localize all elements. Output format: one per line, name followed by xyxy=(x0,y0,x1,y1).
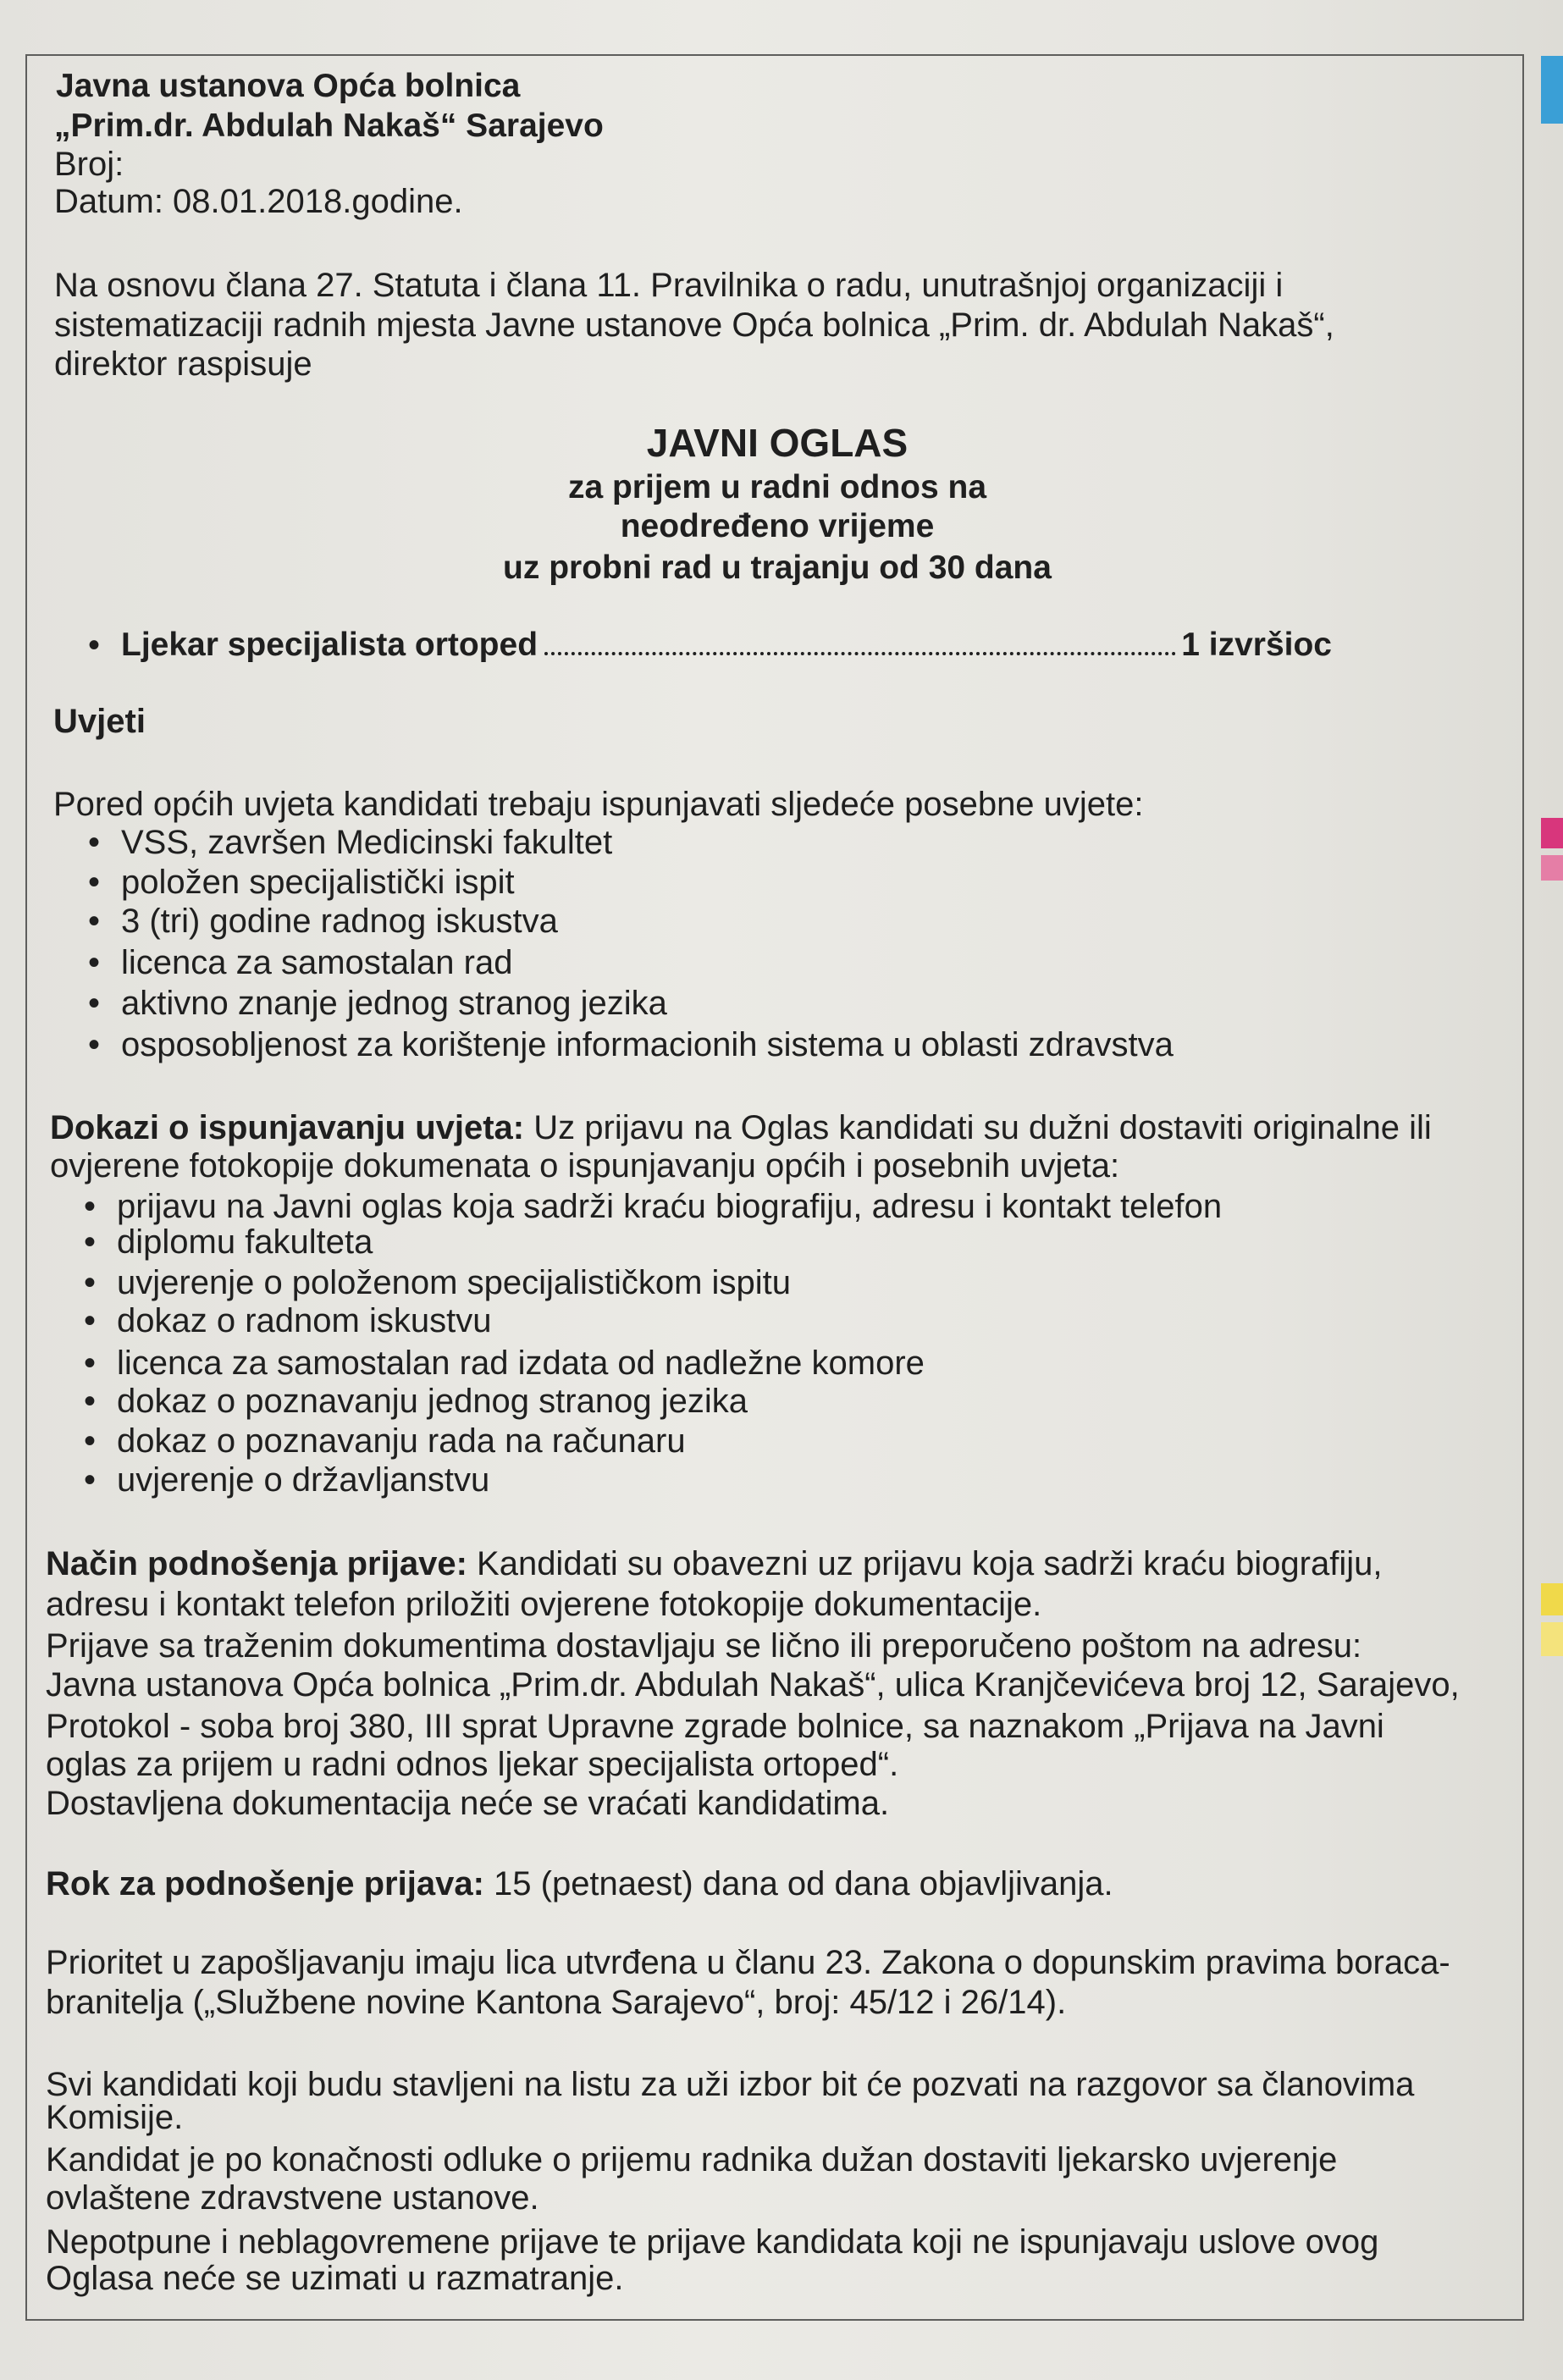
intro-line: direktor raspisuje xyxy=(54,345,312,383)
notes-text: Svi kandidati koji budu stavljeni na listu za uži izbor bit će pozvati na razgovor sa članovima xyxy=(46,2066,1415,2103)
condition-item: • VSS, završen Medicinski fakultet xyxy=(121,822,612,863)
submission-paragraph-line xyxy=(46,1543,1383,1584)
conditions-intro: Pored općih uvjeta kandidati trebaju ispunjavati sljedeće posebne uvjete: xyxy=(53,786,1144,823)
condition-item: • 3 (tri) godine radnog iskustva xyxy=(121,901,558,942)
submission-text: oglas za prijem u radni odnos ljekar specijalista ortoped“. xyxy=(46,1746,899,1783)
institution-name: Javna ustanova Opća bolnica xyxy=(56,68,521,104)
condition-item: • licenca za samostalan rad xyxy=(121,942,512,983)
submission-address: Javna ustanova Opća bolnica „Prim.dr. Abdulah Nakaš“, ulica Kranjčevićeva broj 12, Sarajevo, xyxy=(46,1666,1460,1704)
evidence-text: Uz prijavu na Oglas kandidati su dužni dostaviti originalne ili xyxy=(533,1109,1432,1146)
evidence-item: • diplomu fakulteta xyxy=(117,1222,373,1262)
evidence-text: ovjerene fotokopije dokumenata o ispunjavanju općih i posebnih uvjeta: xyxy=(50,1147,1120,1184)
institution-name-line2: „Prim.dr. Abdulah Nakaš“ Sarajevo xyxy=(54,108,604,144)
position-count: 1 izvršioc xyxy=(1181,627,1332,663)
evidence-item: • uvjerenje o državljanstvu xyxy=(117,1460,489,1500)
submission-text: Dostavljena dokumentacija neće se vraćati kandidatima. xyxy=(46,1785,890,1822)
evidence-item: • licenca za samostalan rad izdata od nadležne komore xyxy=(117,1343,925,1383)
notes-text: Oglasa neće se uzimati u razmatranje. xyxy=(46,2260,624,2297)
priority-text: Prioritet u zapošljavanju imaju lica utvrđena u članu 23. Zakona o dopunskim pravima boraca- xyxy=(46,1944,1450,1981)
position-name: • Ljekar specijalista ortoped xyxy=(121,627,538,663)
condition-item: • aktivno znanje jednog stranog jezika xyxy=(121,983,667,1024)
notes-text: Kandidat je po konačnosti odluke o prijemu radnika dužan dostaviti ljekarsko uvjerenje xyxy=(46,2141,1338,2178)
conditions-heading: Uvjeti xyxy=(53,703,146,740)
deadline-label: Rok za podnošenje prijava: xyxy=(46,1865,484,1902)
priority-text: branitelja („Službene novine Kantona Sarajevo“, broj: 45/12 i 26/14). xyxy=(46,1984,1067,2021)
document-number-label: Broj: xyxy=(54,146,124,183)
edge-color-mark xyxy=(1541,855,1563,881)
submission-text: adresu i kontakt telefon priložiti ovjerene fotokopije dokumentacije. xyxy=(46,1586,1042,1623)
evidence-label: Dokazi o ispunjavanju uvjeta: xyxy=(50,1109,525,1146)
edge-color-mark xyxy=(1541,1583,1563,1615)
submission-label: Način podnošenja prijave: xyxy=(46,1545,467,1582)
evidence-item: • prijavu na Javni oglas koja sadrži kraću biografiju, adresu i kontakt telefon xyxy=(117,1186,1222,1227)
notes-text: ovlaštene zdravstvene ustanove. xyxy=(46,2179,539,2217)
edge-color-mark xyxy=(1541,1622,1563,1656)
edge-color-mark xyxy=(1541,818,1563,848)
announcement-subtitle-line: uz probni rad u trajanju od 30 dana xyxy=(503,549,1052,586)
announcement-subtitle-line: za prijem u radni odnos na xyxy=(567,469,987,505)
document-date: Datum: 08.01.2018.godine. xyxy=(54,183,463,220)
intro-line: Na osnovu člana 27. Statuta i člana 11. Pravilnika o radu, unutrašnjoj organizaciji i xyxy=(54,267,1284,304)
intro-line: sistematizaciji radnih mjesta Javne ustanove Opća bolnica „Prim. dr. Abdulah Nakaš“, xyxy=(54,306,1334,344)
deadline-text: 15 (petnaest) dana od dana objavljivanja. xyxy=(494,1865,1113,1902)
notes-text: Komisije. xyxy=(46,2099,184,2136)
position-line xyxy=(121,625,1332,665)
announcement-subtitle-line: neodređeno vrijeme xyxy=(620,508,935,544)
submission-text: Protokol - soba broj 380, III sprat Upravne zgrade bolnice, sa naznakom „Prijava na Javni xyxy=(46,1708,1384,1745)
evidence-paragraph-line xyxy=(50,1107,1432,1148)
condition-item: • osposobljenost za korištenje informacionih sistema u oblasti zdravstva xyxy=(121,1024,1174,1065)
notes-text: Nepotpune i neblagovremene prijave te prijave kandidata koji ne ispunjavaju uslove ovog xyxy=(46,2223,1379,2261)
position-dot-leader xyxy=(544,652,1176,655)
submission-text: Prijave sa traženim dokumentima dostavljaju se lično ili preporučeno poštom na adresu: xyxy=(46,1627,1362,1665)
announcement-title: JAVNI OGLAS xyxy=(646,421,909,465)
edge-color-mark xyxy=(1541,56,1563,124)
condition-item: • položen specijalistički ispit xyxy=(121,862,515,903)
evidence-item: • dokaz o poznavanju jednog stranog jezika xyxy=(117,1381,748,1422)
deadline-line xyxy=(46,1864,1113,1904)
submission-text: Kandidati su obavezni uz prijavu koja sadrži kraću biografiju, xyxy=(477,1545,1383,1582)
evidence-item: • uvjerenje o položenom specijalističkom ispitu xyxy=(117,1262,791,1303)
evidence-item: • dokaz o radnom iskustvu xyxy=(117,1300,491,1341)
evidence-item: • dokaz o poznavanju rada na računaru xyxy=(117,1421,686,1461)
